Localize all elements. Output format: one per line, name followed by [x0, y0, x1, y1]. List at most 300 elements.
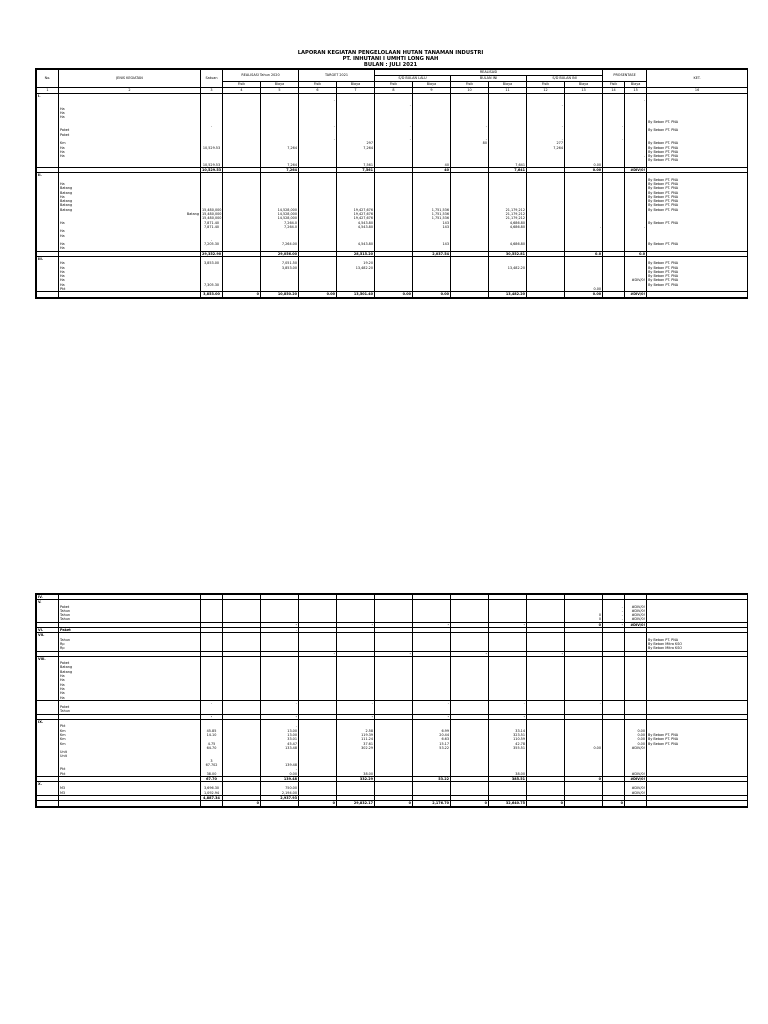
activity-name: Ha [59, 696, 201, 701]
value-cell: 0 [565, 776, 603, 781]
value-cell: 21,179,212 [489, 216, 527, 220]
value-cell: 80 [451, 141, 489, 145]
remark-cell: By Beban PT. PNA [647, 120, 748, 124]
value-cell: 40 [413, 163, 451, 168]
value-cell: 53.22 [413, 776, 451, 781]
row-number: VI. [37, 628, 59, 633]
header-col-number: 1 [37, 88, 59, 94]
remark-cell: By Beban PT. PNA [647, 178, 748, 182]
value-cell: #DIV/0! [625, 786, 647, 790]
value-cell: 7,305.30 [201, 283, 223, 287]
row-number: IX. [37, 720, 59, 725]
report-title-line1: LAPORAN KEGIATAN PENGELOLAAN HUTAN TANAMAN INDUSTRI [297, 50, 484, 56]
value-cell: - [527, 103, 565, 107]
activity-name: Rp [59, 642, 201, 646]
value-cell: 15.17 [413, 742, 451, 746]
value-cell: 33.14 [489, 729, 527, 733]
value-cell: - [261, 700, 299, 705]
value-cell: 29,352.90 [202, 251, 222, 256]
value-cell: 0.00 [565, 168, 603, 173]
remark-cell: By Beban PT. PNA [647, 199, 748, 203]
activity-name: Ha [59, 678, 201, 682]
value-cell: 3,853.00 [201, 292, 223, 297]
value-cell: 7,264.0 [261, 221, 299, 225]
header-col-number: 12 [527, 88, 565, 94]
remark-cell: By Beban PT. PNA [647, 742, 748, 746]
activity-name: Km [59, 737, 201, 741]
value-cell: 64.70 [201, 746, 223, 750]
remark-cell: By Beban PT. PNA [647, 150, 748, 154]
activity-name: Ha [59, 115, 201, 119]
value-cell: - [375, 651, 413, 656]
value-cell: 67.702 [201, 763, 223, 767]
header-realisasi-2020: REALISASI Tahun 2020 [223, 70, 299, 82]
value-cell: - [261, 714, 299, 719]
value-cell: 143 [413, 225, 451, 229]
report-table-page2 [35, 593, 748, 808]
value-cell: 4.75 [201, 742, 223, 746]
value-cell: 7,561 [337, 168, 375, 173]
value-cell: - [299, 98, 337, 102]
value-cell: 14,528,000 [261, 212, 299, 216]
value-cell: 45.85 [201, 729, 223, 733]
table-body-page2 [37, 595, 748, 807]
value-cell: - [489, 622, 527, 627]
value-cell: 0.00 [565, 163, 603, 168]
value-cell: 323.51 [489, 733, 527, 737]
value-cell: 21,179,212 [489, 208, 527, 212]
value-cell: 7,871.40 [201, 221, 223, 225]
remark-cell: By Beban PT. PNA [647, 191, 748, 195]
remark-cell: By Beban Mitra KSO [647, 646, 748, 651]
remark-cell [647, 292, 748, 297]
activity-name: Paket [59, 128, 201, 132]
report-title-line2: PT. INHUTANI I UMHTI LONG NAH [342, 56, 439, 62]
value-cell [451, 292, 489, 297]
header-no: No. [37, 70, 59, 88]
header-satuan: Satuan [201, 70, 223, 88]
value-cell: 10,529.53 [201, 146, 223, 150]
activity-name: Batang [59, 212, 201, 216]
header-fisik: Fisik [603, 82, 625, 88]
activity-name: Ha [59, 691, 201, 695]
value-cell: - [565, 225, 603, 229]
row-number: II. [37, 173, 59, 178]
report-title [35, 50, 746, 68]
header-bulan-ini: BULAN INI [451, 76, 527, 82]
value-cell: #DIV/0! [625, 605, 647, 609]
value-cell: - [261, 628, 299, 633]
value-cell: 13,501.40 [337, 292, 375, 297]
activity-name: Ha [59, 283, 201, 287]
header-prosentase: PROSENTASE [603, 70, 647, 82]
value-cell: - [603, 613, 625, 617]
value-cell: 7,641 [489, 168, 527, 173]
remark-cell: By Beban PT. PNA [647, 203, 748, 207]
value-cell: 302.29 [337, 746, 375, 750]
activity-name: Ha [59, 182, 201, 186]
value-cell: 4,543.80 [337, 225, 375, 229]
remark-cell: By Beban PT. PNA [647, 278, 748, 282]
activity-name [59, 801, 201, 806]
value-cell: - [299, 124, 337, 128]
report-table-page1 [35, 68, 748, 299]
value-cell: #DIV/0! [625, 776, 647, 781]
activity-name: Paket [59, 661, 201, 665]
value-cell: 0.00 [261, 772, 299, 777]
header-biaya: Biaya [625, 82, 647, 88]
value-cell: 0 [299, 801, 337, 806]
activity-name: Tahun [59, 617, 201, 622]
activity-name: Ha [59, 234, 201, 238]
value-cell: 0.00 [625, 729, 647, 733]
value-cell: 4,543.80 [337, 242, 375, 246]
header-biaya: Biaya [565, 82, 603, 88]
activity-name: Batang [59, 191, 201, 195]
value-cell: #DIV/0! [625, 791, 647, 796]
value-cell: 21,179,212 [489, 212, 527, 216]
remark-cell: By Beban PT. PNA [647, 146, 748, 150]
activity-name: Batang [59, 208, 201, 212]
remark-cell: By Beban PT. PNA [647, 266, 748, 270]
activity-name: Ha [59, 266, 201, 270]
remark-cell: By Beban PT. PNA [647, 195, 748, 199]
value-cell: 14.10 [201, 733, 223, 737]
remark-cell: By Beban PT. PNA [647, 158, 748, 162]
value-cell: 0.0 [565, 251, 603, 256]
header-fisik: Fisik [223, 82, 261, 88]
value-cell: - [625, 98, 647, 102]
value-cell: 2,194.00 [261, 791, 299, 796]
header-fisik: Fisik [451, 82, 489, 88]
value-cell: - [625, 225, 647, 229]
value-cell: 133.48 [261, 746, 299, 750]
value-cell: 3,853.00 [261, 266, 299, 270]
value-cell: 0 [603, 801, 625, 806]
activity-name: Ha [59, 242, 201, 246]
report-title-line3: BULAN : JULI 2021 [363, 62, 418, 68]
value-cell: 29,832.17 [337, 801, 375, 806]
value-cell: - [201, 124, 223, 128]
value-cell [603, 292, 625, 297]
value-cell: 0 [527, 801, 565, 806]
table-page1 [36, 69, 748, 298]
header-ket: KET. [647, 70, 748, 88]
value-cell: 0.00 [625, 737, 647, 741]
value-cell: 4,686.80 [489, 221, 527, 225]
value-cell: 13,482.20 [489, 292, 527, 297]
value-cell: 1,751,536 [413, 216, 451, 220]
value-cell: 20.44 [413, 733, 451, 737]
value-cell: 15,480,000 [202, 216, 222, 221]
remark-cell: By Beban PT. PNA [647, 270, 748, 274]
value-cell: #DIV/0! [625, 278, 647, 282]
value-cell: #DIV/0! [625, 622, 647, 627]
row-number [37, 292, 59, 297]
table-page2 [36, 594, 748, 807]
value-cell: - [489, 700, 527, 705]
value-cell [527, 292, 565, 297]
value-cell: 1,751,536 [413, 212, 451, 216]
activity-name: Km [59, 141, 201, 145]
value-cell: 2,176.70 [413, 801, 451, 806]
header-col-number: 11 [489, 88, 527, 94]
activity-name: Batang [59, 203, 201, 207]
value-cell: 4,686.80 [489, 225, 527, 229]
value-cell: - [299, 651, 337, 656]
value-cell: 30,552.81 [489, 251, 527, 256]
value-cell: - [451, 137, 489, 141]
value-cell: - [375, 103, 413, 107]
value-cell: 7,641 [489, 163, 527, 168]
activity-name: Batang [59, 665, 201, 669]
value-cell: - [299, 137, 337, 141]
value-cell: 4,686.80 [489, 242, 527, 246]
row-number: I. [37, 94, 59, 99]
value-cell: - [451, 651, 489, 656]
activity-name: Unit [59, 754, 201, 758]
value-cell: 6.99 [413, 729, 451, 733]
value-cell: 0.00 [565, 746, 603, 750]
value-cell: - [527, 651, 565, 656]
value-cell: - [261, 767, 299, 771]
activity-name: Ha [59, 687, 201, 691]
header-col-number: 10 [451, 88, 489, 94]
header-fisik: Fisik [299, 82, 337, 88]
value-cell: 3,696.30 [201, 786, 223, 790]
value-cell: 139.48 [261, 763, 299, 767]
remark-cell: By Beban PT. PNA [647, 242, 748, 246]
header-col-number: 9 [413, 88, 451, 94]
table-row [37, 292, 748, 297]
header-biaya: Biaya [261, 82, 299, 88]
value-cell: - [451, 124, 489, 128]
activity-name: Batang [59, 199, 201, 203]
value-cell: - [413, 700, 451, 705]
value-cell: - [603, 137, 625, 141]
value-cell: 0.00 [565, 287, 603, 292]
value-cell: 277 [527, 141, 565, 145]
activity-name: Pkt [59, 724, 201, 728]
header-col-number: 3 [201, 88, 223, 94]
header-jenis-kegiatan: JENIS KEGIATAN [59, 70, 201, 88]
value-cell: 10,529.53 [201, 163, 223, 168]
activity-name: Km [59, 733, 201, 737]
value-cell: 139.48 [261, 776, 299, 781]
value-cell: 0.00 [299, 292, 337, 297]
value-cell: 10,850.20 [261, 292, 299, 297]
activity-name: Ha [59, 229, 201, 233]
value-cell: 0 [223, 292, 261, 297]
value-cell: 28,515.20 [337, 251, 375, 256]
value-cell: - [201, 714, 223, 719]
value-cell: 7,264.0 [261, 225, 299, 229]
value-cell: 42.78 [489, 742, 527, 746]
value-cell [565, 801, 603, 806]
value-cell: - [603, 622, 625, 627]
value-cell: 14,528,000 [261, 208, 299, 212]
activity-name: Paket [59, 133, 201, 137]
value-cell: - [565, 700, 603, 705]
value-cell: 33.01 [261, 737, 299, 741]
activity-name: Ha [59, 246, 201, 250]
value-cell: 143 [413, 242, 451, 246]
table-row [37, 801, 748, 806]
value-cell: 7,051.50 [261, 261, 299, 265]
value-cell [625, 801, 647, 806]
value-cell: - [375, 137, 413, 141]
row-number [37, 801, 59, 806]
remark-cell: By Beban PT. PNA [647, 638, 748, 642]
activity-name: Ha [59, 150, 201, 154]
activity-name: Pkt [59, 287, 201, 292]
table-body-page1 [37, 94, 748, 298]
value-cell: - [261, 622, 299, 627]
value-cell: 38.00 [337, 772, 375, 777]
value-cell: 110.59 [489, 737, 527, 741]
value-cell: 0.00 [625, 733, 647, 737]
remark-cell: By Beban PT. PNA [647, 261, 748, 265]
value-cell: 13.00 [261, 729, 299, 733]
activity-name: Paket [59, 705, 201, 709]
value-cell: 143 [413, 221, 451, 225]
remark-cell: By Beban PT. PNA [647, 737, 748, 741]
activity-name: Ha [59, 270, 201, 274]
value-cell: 7,205.30 [201, 242, 223, 246]
value-cell: 7,264 [337, 146, 375, 150]
value-cell: - [527, 124, 565, 128]
value-cell: - [201, 700, 223, 705]
activity-name: Ha [59, 683, 201, 687]
remark-cell: By Beban PT. PNA [647, 274, 748, 278]
activity-name: Tahun [59, 613, 201, 617]
value-cell: 0.00 [565, 292, 603, 297]
value-cell: 38.00 [201, 772, 223, 777]
row-number: V. [37, 600, 59, 605]
header-col-number: 16 [647, 88, 748, 94]
activity-name: Rp [59, 646, 201, 651]
activity-name: Tahun [59, 609, 201, 613]
activity-name: Tahun [59, 709, 201, 714]
value-cell: 15,480,000 [202, 212, 222, 217]
activity-name: Unit [59, 750, 201, 754]
header-col-number: 2 [59, 88, 201, 94]
row-number: VII. [37, 633, 59, 638]
header-col-number: 14 [603, 88, 625, 94]
header-col-number: 8 [375, 88, 413, 94]
value-cell: - [527, 137, 565, 141]
value-cell: - [201, 238, 223, 242]
value-cell: 2,037.54 [413, 251, 451, 256]
value-cell: 4,887.34 [201, 796, 223, 801]
value-cell: - [603, 617, 625, 622]
value-cell: - [375, 124, 413, 128]
header-col-number: 15 [625, 88, 647, 94]
value-cell: - [603, 605, 625, 609]
row-number: IV. [37, 595, 59, 600]
value-cell: - [337, 700, 375, 705]
activity-name: Tahun [59, 638, 201, 642]
value-cell: #DIV/0! [625, 609, 647, 613]
value-cell: 0 [565, 613, 603, 617]
value-cell: #DIV/0! [625, 746, 647, 750]
value-cell: 7,264 [261, 168, 299, 173]
value-cell: - [603, 124, 625, 128]
value-cell: 0 [223, 801, 261, 806]
value-cell: 1,751,536 [413, 208, 451, 212]
activity-name: Paket [59, 628, 201, 633]
row-number: X. [37, 782, 59, 787]
value-cell: 6.63 [413, 737, 451, 741]
value-cell: 750.00 [261, 786, 299, 790]
activity-name: Km [59, 742, 201, 746]
value-cell: 119.39 [337, 733, 375, 737]
remark-cell: By Beban PT. PNA [647, 208, 748, 212]
value-cell: 0 [375, 801, 413, 806]
remark-cell: By Beban PT. PNA [647, 733, 748, 737]
value-cell: 0.0 [625, 251, 647, 256]
activity-name: Batang [59, 670, 201, 674]
value-cell: 0.00 [375, 292, 413, 297]
activity-name: Ha [59, 274, 201, 278]
value-cell: 13.00 [261, 733, 299, 737]
value-cell: 3 [201, 759, 223, 763]
value-cell: 7,264 [527, 146, 565, 150]
header-col-number: 13 [565, 88, 603, 94]
value-cell: 297 [337, 141, 375, 145]
value-cell [201, 801, 223, 806]
value-cell: 53.22 [413, 746, 451, 750]
value-cell: 0 [565, 617, 603, 622]
value-cell: 2,937.93 [261, 796, 299, 801]
value-cell: 0 [565, 622, 603, 627]
value-cell: 13,482.20 [337, 266, 375, 270]
header-sd-bulan-lalu: S/D BULAN LALU [375, 76, 451, 82]
activity-name [59, 292, 201, 297]
activity-name: Ha [59, 221, 201, 225]
header-realisasi: REALISASI [375, 70, 603, 76]
value-cell: - [261, 724, 299, 728]
table-header [37, 70, 748, 94]
value-cell: 3,853.00 [201, 261, 223, 265]
header-sd-bulan-ini: S/D BULAN INI [527, 76, 603, 82]
remark-cell: By Beban PT. PNA [647, 283, 748, 287]
value-cell: #DIV/0! [625, 613, 647, 617]
value-cell: - [625, 154, 647, 158]
activity-name: Ha [59, 107, 201, 111]
header-col-number: 7 [337, 88, 375, 94]
activity-name: Batang [59, 186, 201, 190]
value-cell: 2.58 [337, 729, 375, 733]
value-cell: 19,427,676 [337, 216, 375, 220]
activity-name: Ha [59, 278, 201, 282]
value-cell: 355.51 [489, 746, 527, 750]
value-cell: 14,528,000 [261, 216, 299, 220]
value-cell: 4,543.80 [337, 221, 375, 225]
remark-cell: By Beban PT. PNA [647, 186, 748, 190]
activity-name: M3 [59, 791, 201, 796]
activity-name: Ha [59, 111, 201, 115]
value-cell: - [489, 714, 527, 719]
value-cell: 10,529.53 [202, 168, 222, 173]
value-cell: - [337, 622, 375, 627]
activity-name: Pkt [59, 767, 201, 771]
header-fisik: Fisik [375, 82, 413, 88]
activity-name: Ha [59, 154, 201, 158]
activity-name: Pkt [59, 772, 201, 777]
value-cell: 32,640.75 [489, 801, 527, 806]
value-cell: 0.00 [625, 742, 647, 746]
